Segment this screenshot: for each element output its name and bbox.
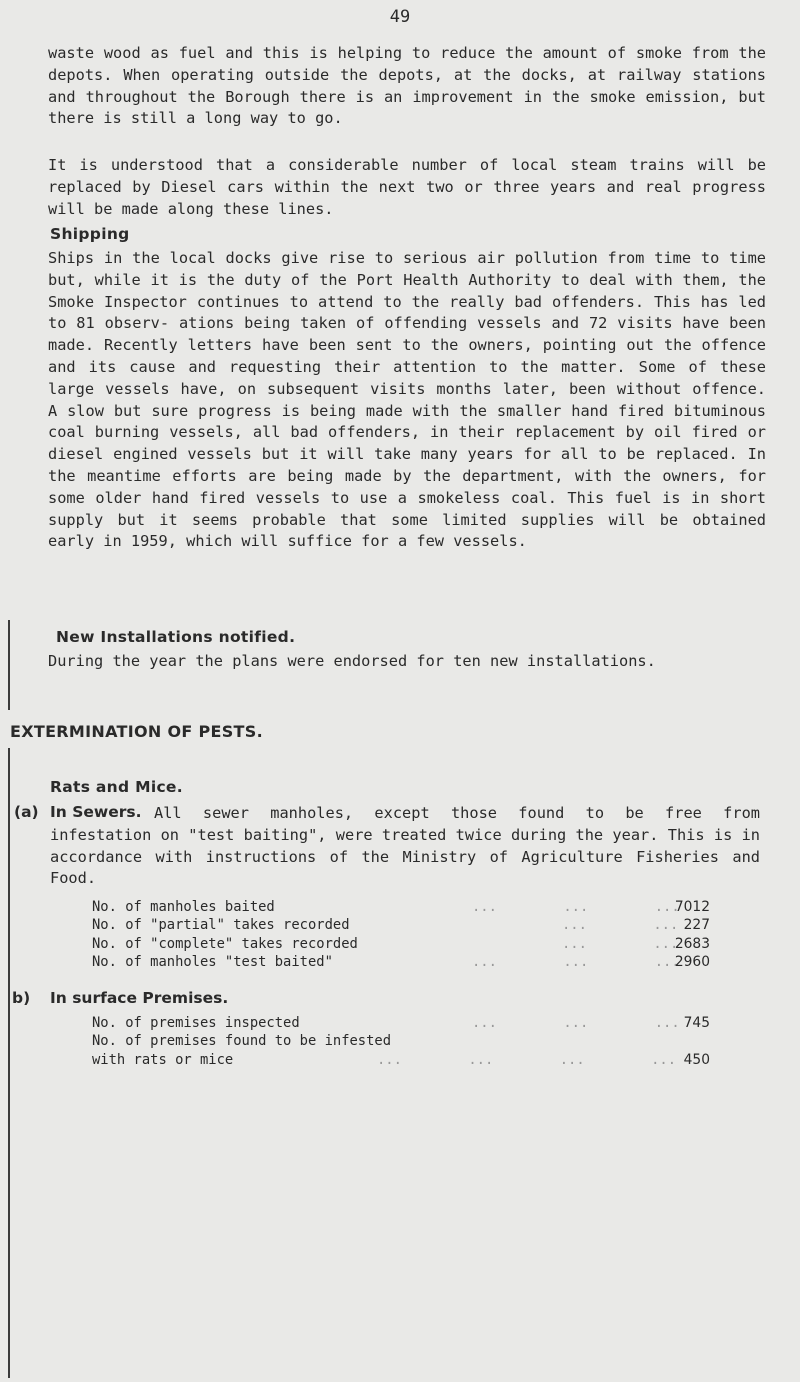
row-dots: ... ... ... ... bbox=[377, 1051, 677, 1068]
row-value: 745 bbox=[683, 1015, 710, 1031]
paragraph-diesel-trains: It is understood that a considerable number of local steam trains will be replaced by Diesel cars within the next two or three years and real progress will be made along these lines. bbox=[48, 156, 766, 218]
row-value: 2683 bbox=[674, 935, 710, 952]
sewers-marker: (a) bbox=[14, 803, 39, 821]
paragraph-smoke-depots: waste wood as fuel and this is helping to reduce the amount of smoke from the depots. When operating outside the depots, at the docks, at railway stations and throughout the Borough there is an improvement in the smoke emission, but there is still a long way to go. bbox=[48, 44, 766, 128]
heading-rats-mice: Rats and Mice. bbox=[50, 778, 183, 796]
row-value: 7012 bbox=[674, 899, 710, 915]
row-dots: ... ... ... bbox=[472, 899, 680, 915]
table-row bbox=[92, 935, 710, 953]
page-number: 49 bbox=[389, 7, 411, 27]
sewers-label: In Sewers. bbox=[50, 803, 142, 821]
table-row bbox=[92, 898, 710, 916]
surface-table bbox=[92, 1014, 710, 1069]
row-label: No. of premises found to be infested bbox=[92, 1033, 392, 1050]
row-label: No. of "partial" takes recorded bbox=[92, 917, 350, 934]
paragraph-sewers: All sewer manholes, except those found to be free from infestation on "test baiting", were treated twice during the year. This is in accordance with instructions of the Ministry of Agriculture Fisheries and Food. bbox=[50, 804, 760, 888]
table-row bbox=[92, 1051, 710, 1069]
row-label: with rats or mice bbox=[92, 1051, 234, 1068]
row-label: No. of manholes baited bbox=[92, 899, 275, 915]
margin-line-bottom bbox=[8, 748, 10, 1378]
surface-label: In surface Premises. bbox=[50, 989, 229, 1007]
row-label: No. of premises inspected bbox=[92, 1015, 300, 1031]
table-row bbox=[92, 1014, 710, 1032]
row-label: No. of "complete" takes recorded bbox=[92, 935, 358, 952]
row-dots: ... ... ... bbox=[472, 1015, 680, 1031]
heading-extermination: EXTERMINATION OF PESTS. bbox=[10, 722, 263, 741]
row-label: No. of manholes "test baited" bbox=[92, 953, 333, 970]
row-value: 2960 bbox=[674, 953, 710, 970]
row-dots: ... ... bbox=[562, 935, 679, 952]
table-row bbox=[92, 953, 710, 971]
heading-new-installations: New Installations notified. bbox=[56, 628, 296, 646]
table-row bbox=[92, 916, 710, 934]
row-value: 227 bbox=[683, 917, 710, 934]
surface-marker: b) bbox=[12, 989, 31, 1007]
row-dots: ... ... ... bbox=[472, 953, 680, 970]
sewer-table bbox=[92, 898, 710, 971]
row-value: 450 bbox=[683, 1051, 710, 1068]
heading-shipping: Shipping bbox=[50, 225, 130, 243]
paragraph-shipping: Ships in the local docks give rise to serious air pollution from time to time but, while it is the duty of the Port Health Authority to deal with them, the Smoke Inspector continues to attend to the really bad offenders. This has led to 81 observ- ations being taken of offending vessels and 72 visits have been made. Recently letters have been sent to the owners, pointing out the offence and its cause and requesting their attention to the matter. Some of these large vessels have, on subsequent visits months later, been without offence. A slow but sure progress is being made with the smaller hand fired bituminous coal burning vessels, all bad offenders, in their replacement by oil fired or diesel engined vessels but it will take many years for all to be replaced. In the meantime efforts are being made by the department, with the owners, for some older hand fired vessels to use a smokeless coal. This fuel is in short supply but it seems probable that some limited supplies will be obtained early in 1959, which will suffice for a few vessels. bbox=[48, 249, 766, 551]
table-row bbox=[92, 1032, 710, 1050]
margin-line-top bbox=[8, 620, 10, 710]
row-dots: ... ... bbox=[562, 917, 679, 934]
paragraph-new-installations: During the year the plans were endorsed for ten new installations. bbox=[48, 652, 656, 670]
